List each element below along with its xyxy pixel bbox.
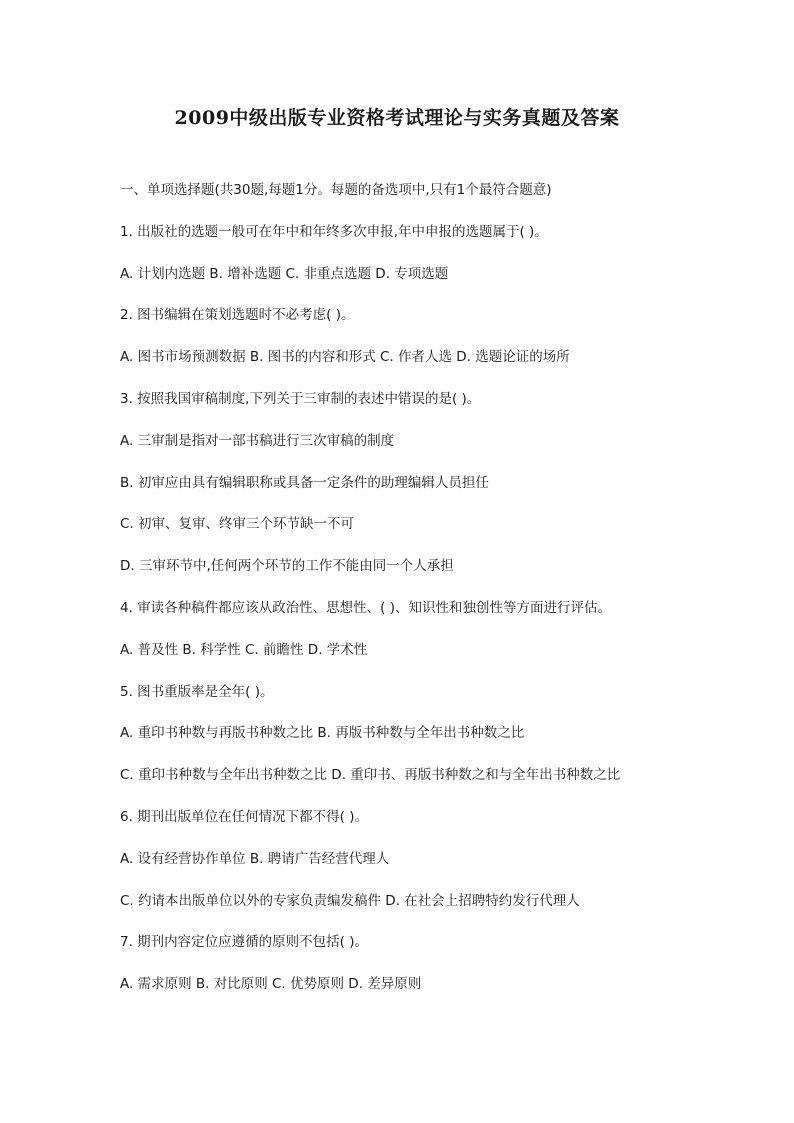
question-5-options-ab: A. 重印书种数与再版书种数之比 B. 再版书种数与全年出书种数之比 (120, 725, 525, 742)
question-2-options: A. 图书市场预测数据 B. 图书的内容和形式 C. 作者人选 D. 选题论证的场所 (120, 349, 570, 366)
question-3-option-b: B. 初审应由具有编辑职称或具备一定条件的助理编辑人员担任 (120, 474, 489, 491)
question-1: 1. 出版社的选题一般可在年中和年终多次申报,年中申报的选题属于( )。 (120, 223, 548, 240)
question-2: 2. 图书编辑在策划选题时不必考虑( )。 (120, 307, 355, 324)
question-7: 7. 期刊内容定位应遵循的原则不包括( )。 (120, 934, 368, 951)
question-3-option-c: C. 初审、复审、终审三个环节缺一不可 (120, 516, 355, 533)
question-3-option-a: A. 三审制是指对一部书稿进行三次审稿的制度 (120, 432, 395, 449)
question-5-options-cd: C. 重印书种数与全年出书种数之比 D. 重印书、再版书种数之和与全年出书种数之比 (120, 767, 621, 784)
question-1-options: A. 计划内选题 B. 增补选题 C. 非重点选题 D. 专项选题 (120, 265, 449, 282)
section-heading: 一、单项选择题(共30题,每题1分。每题的备选项中,只有1个最符合题意) (120, 182, 552, 198)
question-5: 5. 图书重版率是全年( )。 (120, 683, 274, 700)
question-6: 6. 期刊出版单位在任何情况下都不得( )。 (120, 808, 368, 825)
question-list (120, 180, 760, 1016)
question-4: 4. 审读各种稿件都应该从政治性、思想性、( )、知识性和独创性等方面进行评估。 (120, 599, 611, 616)
document-title: 2009中级出版专业资格考试理论与实务真题及答案 (174, 107, 620, 129)
question-3: 3. 按照我国审稿制度,下列关于三审制的表述中错误的是( )。 (120, 390, 481, 407)
question-6-options-cd: C. 约请本出版单位以外的专家负责编发稿件 D. 在社会上招聘特约发行代理人 (120, 892, 580, 909)
question-3-option-d: D. 三审环节中,任何两个环节的工作不能由同一个人承担 (120, 558, 454, 575)
question-7-options: A. 需求原则 B. 对比原则 C. 优势原则 D. 差异原则 (120, 976, 422, 993)
question-4-options: A. 普及性 B. 科学性 C. 前瞻性 D. 学术性 (120, 641, 368, 658)
question-6-options-ab: A. 设有经营协作单位 B. 聘请广告经营代理人 (120, 850, 390, 867)
